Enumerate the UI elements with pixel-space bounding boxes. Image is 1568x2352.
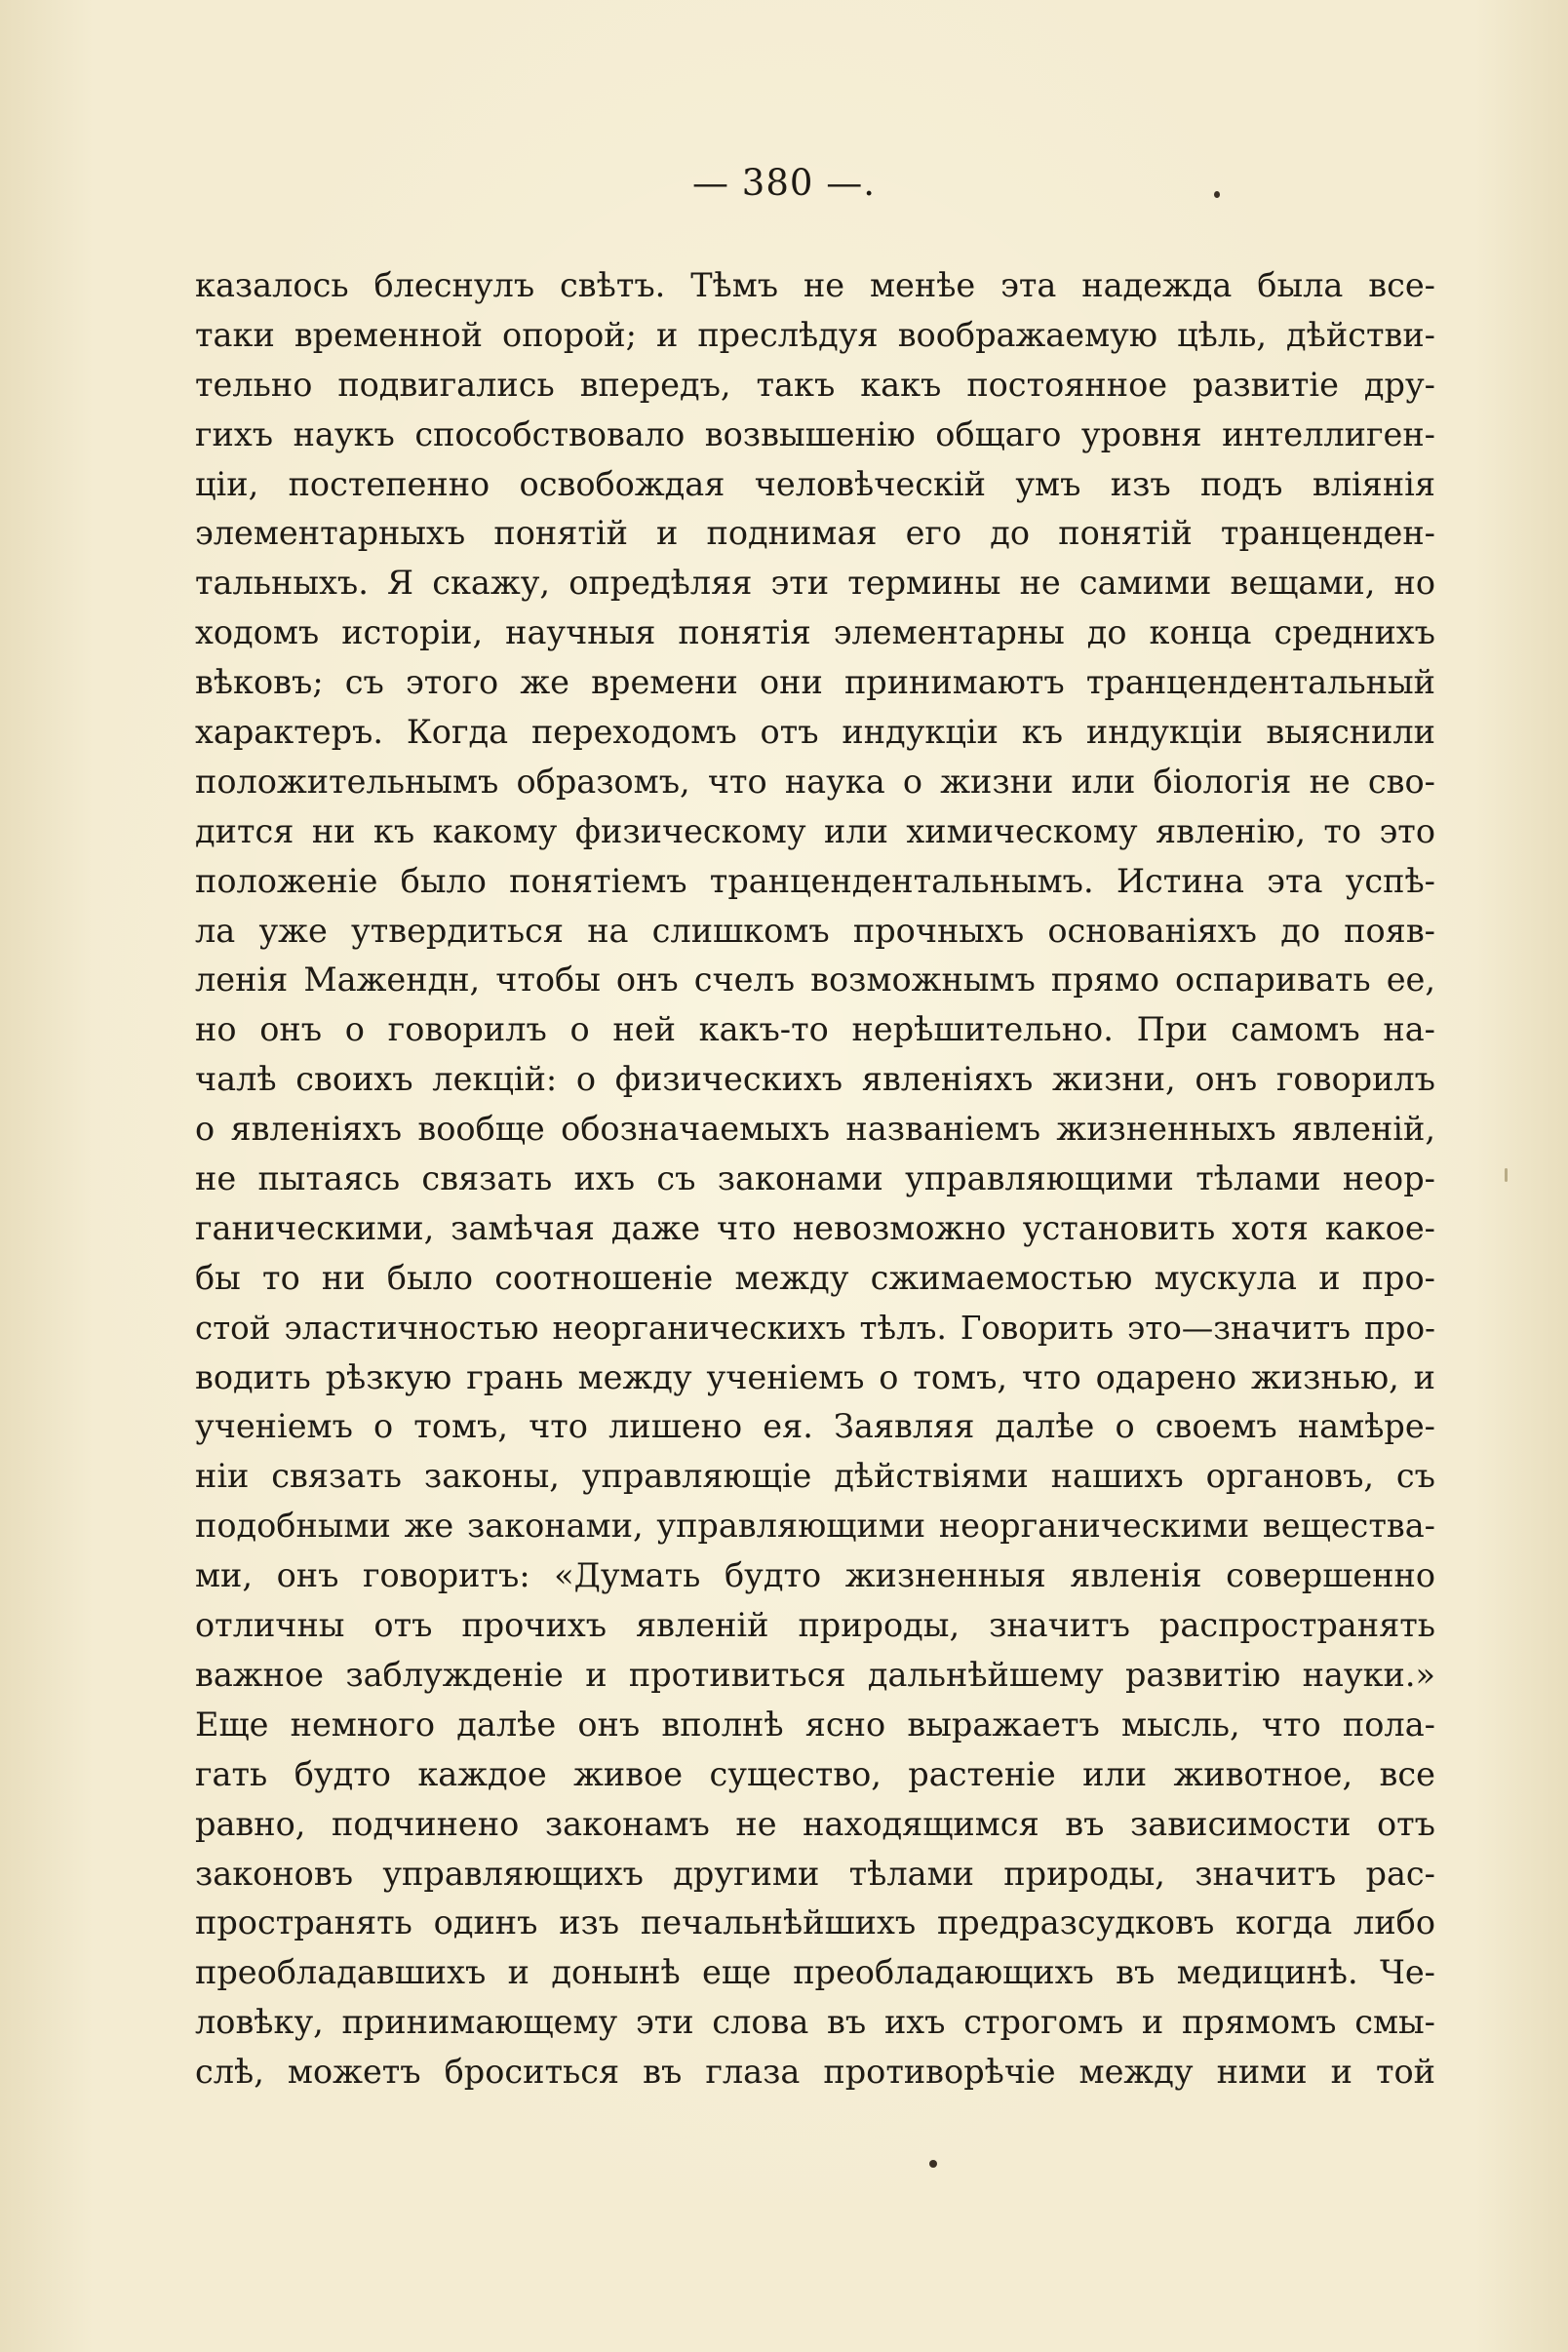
text-line: Еще немного далѣе онъ вполнѣ ясно выражаетъ мысль, что пола- <box>195 1705 1435 1744</box>
text-line: ціи, постепенно освобождая человѣческій умъ изъ подъ вліянія <box>195 464 1435 503</box>
text-line: слѣ, можетъ броситься въ глаза противорѣчіе между ними и той <box>195 2053 1435 2092</box>
text-line: положеніе было понятіемъ транцендентальнымъ. Истина эта успѣ- <box>195 861 1435 900</box>
text-line: ми, онъ говоритъ: «Думать будто жизненныя явленія совершенно <box>195 1556 1435 1595</box>
text-line: отличны отъ прочихъ явленій природы, значитъ распространять <box>195 1606 1435 1645</box>
text-line: законовъ управляющихъ другими тѣлами природы, значитъ рас- <box>195 1854 1435 1893</box>
text-line: элементарныхъ понятій и поднимая его до понятій транценден- <box>195 514 1435 553</box>
text-line: бы то ни было соотношеніе между сжимаемостью мускула и про- <box>195 1258 1435 1297</box>
text-line: гихъ наукъ способствовало возвышенію общаго уровня интеллиген- <box>195 414 1435 453</box>
text-line: чалѣ своихъ лекцій: о физическихъ явленіяхъ жизни, онъ говорилъ <box>195 1060 1435 1099</box>
text-line: пространять одинъ изъ печальнѣйшихъ предразсудковъ когда либо <box>195 1903 1435 1942</box>
text-line: характеръ. Когда переходомъ отъ индукціи къ индукціи выяснили <box>195 713 1435 752</box>
text-line: ла уже утвердиться на слишкомъ прочныхъ основаніяхъ до появ- <box>195 911 1435 950</box>
text-line: ганическими, замѣчая даже что невозможно установить хотя какое- <box>195 1208 1435 1247</box>
text-line: стой эластичностью неорганическихъ тѣлъ. Говорить это—значитъ про- <box>195 1309 1435 1347</box>
text-line: тальныхъ. Я скажу, опредѣляя эти термины не самими вещами, но <box>195 564 1435 603</box>
text-line: о явленіяхъ вообще обозначаемыхъ названіемъ жизненныхъ явленій, <box>195 1110 1435 1149</box>
text-line: таки временной опорой; и преслѣдуя воображаемую цѣль, дѣйстви- <box>195 315 1435 354</box>
ink-speck <box>1214 191 1220 198</box>
text-line: тельно подвигались впередъ, такъ какъ постоянное развитіе дру- <box>195 365 1435 404</box>
ink-speck <box>1505 1168 1508 1182</box>
page-number: — 380 —. <box>692 162 876 204</box>
ink-speck <box>929 2160 937 2168</box>
text-line: положительнымъ образомъ, что наука о жизни или біологія не сво- <box>195 762 1435 801</box>
text-line: ходомъ исторіи, научныя понятія элементарны до конца среднихъ <box>195 613 1435 652</box>
text-line: водить рѣзкую грань между ученіемъ о томъ, что одарено жизнью, и <box>195 1357 1435 1396</box>
text-line: вѣковъ; съ этого же времени они принимаютъ транцендентальный <box>195 663 1435 702</box>
text-line: преобладавшихъ и донынѣ еще преобладающихъ въ медицинѣ. Че- <box>195 1953 1435 1992</box>
text-line: ленія Мажендн, чтобы онъ счелъ возможнымъ прямо оспаривать ее, <box>195 960 1435 1000</box>
text-line: ніи связать законы, управляющіе дѣйствіями нашихъ органовъ, съ <box>195 1457 1435 1496</box>
text-line: но онъ о говорилъ о ней какъ-то нерѣшительно. При самомъ на- <box>195 1010 1435 1049</box>
text-line: не пытаясь связать ихъ съ законами управляющими тѣлами неор- <box>195 1159 1435 1198</box>
body-text <box>195 261 1435 2097</box>
text-line: дится ни къ какому физическому или химическому явленію, то это <box>195 811 1435 850</box>
text-line: важное заблужденіе и противиться дальнѣйшему развитію науки.» <box>195 1655 1435 1694</box>
text-line: гать будто каждое живое существо, растеніе или животное, все <box>195 1754 1435 1793</box>
text-line: казалось блеснулъ свѣтъ. Тѣмъ не менѣе эта надежда была все- <box>195 266 1435 304</box>
text-line: подобными же законами, управляющими неорганическими вещества- <box>195 1507 1435 1546</box>
text-line: равно, подчинено законамъ не находящимся въ зависимости отъ <box>195 1804 1435 1843</box>
text-line: ловѣку, принимающему эти слова въ ихъ строгомъ и прямомъ смы- <box>195 2003 1435 2042</box>
text-line: ученіемъ о томъ, что лишено ея. Заявляя далѣе о своемъ намѣре- <box>195 1407 1435 1446</box>
